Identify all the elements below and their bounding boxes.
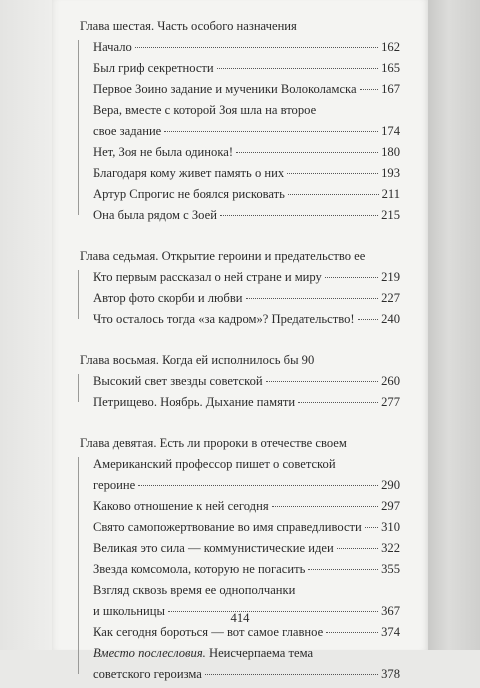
- toc-page-number: 378: [381, 667, 400, 681]
- toc-entry-title-line: Был гриф секретности: [93, 61, 214, 75]
- toc-page-number: 260: [381, 374, 400, 388]
- toc-page-number: 193: [381, 166, 400, 180]
- toc-entry: [80, 374, 400, 388]
- toc-entry-row: [93, 166, 400, 180]
- toc-entry-title-line: Она была рядом с Зоей: [93, 208, 217, 222]
- toc-page-number: 355: [381, 562, 400, 576]
- dot-leader: [337, 548, 378, 549]
- toc-entry-title-line: Кто первым рассказал о ней стране и миру: [93, 270, 322, 284]
- toc-page-number: 322: [381, 541, 400, 555]
- toc-entry: [80, 646, 400, 681]
- toc-entry-row: [93, 562, 400, 576]
- toc-entry: [80, 270, 400, 284]
- dot-leader: [135, 47, 378, 48]
- next-page-edge: [428, 0, 480, 650]
- toc-entry-title-line: Благодаря кому живет память о них: [93, 166, 285, 180]
- toc-entry: [80, 499, 400, 513]
- toc-entry-title-rest: Неисчерпаема тема: [205, 646, 314, 660]
- toc-entry: [80, 541, 400, 555]
- dot-leader: [246, 298, 379, 299]
- toc-entry-row: [93, 145, 400, 159]
- toc-entry-row: [93, 124, 400, 138]
- toc-entry-row: [93, 291, 400, 305]
- toc-entry: [80, 82, 400, 96]
- dot-leader: [298, 402, 378, 403]
- toc-entry: [80, 312, 400, 326]
- chapter-gap: [80, 416, 400, 436]
- toc-entry-title-line: Вера, вместе с которой Зоя шла на второе: [93, 103, 317, 117]
- toc-entry-title-line: Начало: [93, 40, 132, 54]
- dot-leader: [138, 485, 378, 486]
- toc-page-number: 227: [381, 291, 400, 305]
- toc-entry: [80, 562, 400, 576]
- toc-entry-row: [93, 520, 400, 534]
- toc-entry: [80, 187, 400, 201]
- dot-leader: [266, 381, 378, 382]
- dot-leader: [365, 527, 378, 528]
- section-rule: [78, 374, 79, 402]
- toc-page-number: 310: [381, 520, 400, 534]
- dot-leader: [358, 319, 379, 320]
- toc-entry: [80, 291, 400, 305]
- toc-page-number: 374: [381, 625, 400, 639]
- dot-leader: [288, 194, 379, 195]
- toc-page-number: 167: [381, 82, 400, 96]
- section-rule: [78, 40, 79, 215]
- toc-entry: [80, 520, 400, 534]
- toc-entry-title-line: Свято самопожертвование во имя справедливости: [93, 520, 362, 534]
- toc-entry-row: [93, 61, 400, 75]
- toc-entry-italic-prefix: Вместо послесловия.: [93, 646, 206, 660]
- toc-entry-row: [93, 541, 400, 555]
- toc-entry-title-line: героине: [93, 478, 136, 492]
- toc-page-number: 297: [381, 499, 400, 513]
- toc-entry-row: [93, 374, 400, 388]
- section-rule: [78, 270, 79, 319]
- toc-entry-title-line: Великая это сила — коммунистические идеи: [93, 541, 334, 555]
- toc-entry-title-line: Первое Зоино задание и мученики Волоколамска: [93, 82, 357, 96]
- dot-leader: [217, 68, 378, 69]
- toc-entry-title-line: Как сегодня бороться — вот самое главное: [93, 625, 324, 639]
- toc-page-number: 219: [381, 270, 400, 284]
- toc-entry: [80, 457, 400, 492]
- toc-page-number: 215: [381, 208, 400, 222]
- page-number: 414: [230, 611, 250, 625]
- dot-leader: [205, 674, 378, 675]
- dot-leader: [220, 215, 378, 216]
- toc-page-number: 240: [381, 312, 400, 326]
- toc-entry-title-line: Что осталось тогда «за кадром»? Предательство!: [93, 312, 355, 326]
- toc-entry: [80, 103, 400, 138]
- section-rule: [78, 457, 79, 674]
- toc-entry-title-line: Каково отношение к ней сегодня: [93, 499, 269, 513]
- dot-leader: [236, 152, 378, 153]
- toc-entry-title-line: Высокий свет звезды советской: [93, 374, 263, 388]
- toc-entry-row: [93, 312, 400, 326]
- toc-entry-title-line: Артур Спрогис не боялся рисковать: [93, 187, 285, 201]
- toc-entry-row: [93, 187, 400, 201]
- toc-page-number: 162: [381, 40, 400, 54]
- toc-entry-row: [93, 270, 400, 284]
- toc-entry: [80, 395, 400, 409]
- dot-leader: [360, 89, 379, 90]
- toc-entry-row: [93, 478, 400, 492]
- toc-entry: [80, 145, 400, 159]
- chapter-gap: [80, 333, 400, 353]
- toc-entry: [80, 166, 400, 180]
- toc-entry-row: [93, 395, 400, 409]
- toc-page-number: 211: [381, 187, 400, 201]
- toc-entry-title-line: Американский профессор пишет о советской: [93, 457, 336, 471]
- toc-entry-row: [93, 625, 400, 639]
- toc-entry-title-line: Автор фото скорби и любви: [93, 291, 243, 305]
- toc-entry: [80, 625, 400, 639]
- toc-page-number: 290: [381, 478, 400, 492]
- chapter-heading: Глава восьмая. Когда ей исполнилось бы 90: [80, 353, 315, 367]
- toc-entry-row: [93, 82, 400, 96]
- toc-entry-title-line: и школьницы: [93, 604, 165, 618]
- toc-entry-row: [93, 208, 400, 222]
- toc-page-number: 174: [381, 124, 400, 138]
- toc-entry-title-line: [93, 646, 400, 660]
- toc-entry: [80, 208, 400, 222]
- toc-page-number: 277: [381, 395, 400, 409]
- chapter-heading: Глава шестая. Часть особого назначения: [80, 19, 297, 33]
- chapter-gap: [80, 229, 400, 249]
- toc-page-number: 165: [381, 61, 400, 75]
- facing-page-edge: [0, 0, 52, 650]
- toc-entry: [80, 40, 400, 54]
- toc-entry-title-line: свое задание: [93, 124, 162, 138]
- toc-entry: [80, 61, 400, 75]
- dot-leader: [164, 131, 378, 132]
- toc-entry-title-line: Взгляд сквозь время ее однополчанки: [93, 583, 296, 597]
- toc-entry-row: [93, 667, 400, 681]
- dot-leader: [308, 569, 378, 570]
- toc-entry-title-line: советского героизма: [93, 667, 202, 681]
- dot-leader: [325, 277, 378, 278]
- table-of-contents: [80, 19, 400, 688]
- toc-page-number: 367: [381, 604, 400, 618]
- dot-leader: [287, 173, 378, 174]
- chapter-heading: Глава седьмая. Открытие героини и предательство ее: [80, 249, 366, 263]
- toc-entry-title-line: Нет, Зоя не была одинока!: [93, 145, 234, 159]
- toc-entry-row: [93, 499, 400, 513]
- toc-entry-title-line: Звезда комсомола, которую не погасить: [93, 562, 306, 576]
- chapter-heading: Глава девятая. Есть ли пророки в отечестве своем: [80, 436, 347, 450]
- toc-entry-title-line: Петрищево. Ноябрь. Дыхание памяти: [93, 395, 296, 409]
- toc-page-number: 180: [381, 145, 400, 159]
- dot-leader: [326, 632, 378, 633]
- dot-leader: [272, 506, 378, 507]
- toc-entry-row: [93, 40, 400, 54]
